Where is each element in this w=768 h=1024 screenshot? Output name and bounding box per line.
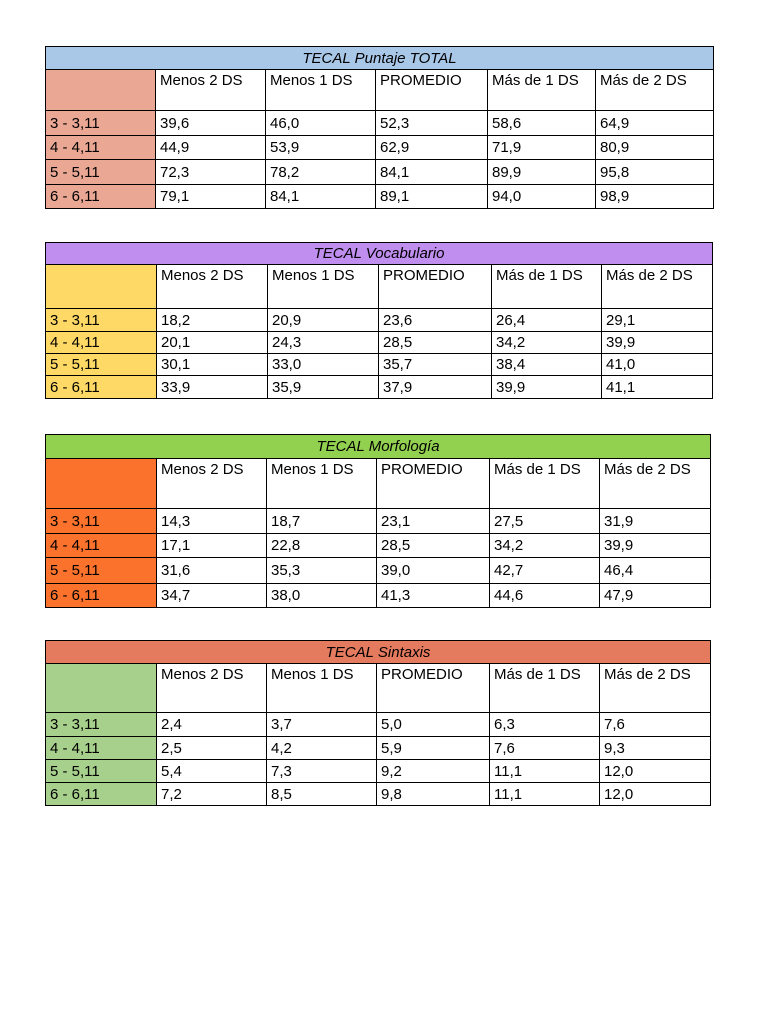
value-cell: 34,7 (157, 584, 267, 608)
value-cell: 12,0 (600, 783, 711, 806)
table-row (46, 332, 713, 354)
value-cell: 24,3 (268, 332, 379, 354)
value-cell: 39,0 (377, 558, 490, 584)
value-cell: 62,9 (376, 136, 488, 160)
table-title: TECAL Morfología (46, 435, 711, 459)
value-cell: 18,7 (267, 509, 377, 534)
value-cell: 58,6 (488, 111, 596, 136)
age-range-cell: 5 - 5,11 (46, 760, 157, 783)
column-header: Más de 2 DS (600, 459, 711, 509)
value-cell: 11,1 (490, 760, 600, 783)
value-cell: 98,9 (596, 185, 714, 209)
age-range-cell: 4 - 4,11 (46, 534, 157, 558)
column-header: Menos 2 DS (157, 664, 267, 713)
column-header: Menos 2 DS (157, 265, 268, 309)
value-cell: 89,1 (376, 185, 488, 209)
column-header: Más de 2 DS (600, 664, 711, 713)
table-row (46, 309, 713, 332)
value-cell: 34,2 (490, 534, 600, 558)
age-range-cell: 4 - 4,11 (46, 332, 157, 354)
value-cell: 28,5 (379, 332, 492, 354)
value-cell: 39,9 (602, 332, 713, 354)
age-range-cell: 5 - 5,11 (46, 160, 156, 185)
value-cell: 7,2 (157, 783, 267, 806)
value-cell: 18,2 (157, 309, 268, 332)
header-corner-cell (46, 459, 157, 509)
table-title: TECAL Sintaxis (46, 641, 711, 664)
table-row (46, 136, 714, 160)
value-cell: 5,0 (377, 713, 490, 737)
tecal-sintaxis-table (45, 640, 711, 806)
column-header: Menos 1 DS (268, 265, 379, 309)
age-range-cell: 4 - 4,11 (46, 737, 157, 760)
value-cell: 38,0 (267, 584, 377, 608)
value-cell: 22,8 (267, 534, 377, 558)
value-cell: 84,1 (376, 160, 488, 185)
value-cell: 72,3 (156, 160, 266, 185)
value-cell: 30,1 (157, 354, 268, 376)
value-cell: 94,0 (488, 185, 596, 209)
value-cell: 89,9 (488, 160, 596, 185)
column-header: Menos 2 DS (157, 459, 267, 509)
header-corner-cell (46, 664, 157, 713)
value-cell: 20,9 (268, 309, 379, 332)
value-cell: 64,9 (596, 111, 714, 136)
value-cell: 5,9 (377, 737, 490, 760)
column-header: PROMEDIO (377, 664, 490, 713)
table-row (46, 185, 714, 209)
value-cell: 17,1 (157, 534, 267, 558)
table-row (46, 534, 711, 558)
value-cell: 14,3 (157, 509, 267, 534)
column-header: Más de 1 DS (488, 70, 596, 111)
column-header: Más de 1 DS (492, 265, 602, 309)
value-cell: 34,2 (492, 332, 602, 354)
value-cell: 9,2 (377, 760, 490, 783)
table-row (46, 558, 711, 584)
table-row (46, 111, 714, 136)
age-range-cell: 6 - 6,11 (46, 185, 156, 209)
value-cell: 7,3 (267, 760, 377, 783)
table-row (46, 737, 711, 760)
column-header: PROMEDIO (379, 265, 492, 309)
value-cell: 20,1 (157, 332, 268, 354)
table-row (46, 354, 713, 376)
age-range-cell: 3 - 3,11 (46, 111, 156, 136)
column-header: Más de 2 DS (596, 70, 714, 111)
value-cell: 33,0 (268, 354, 379, 376)
value-cell: 2,5 (157, 737, 267, 760)
header-corner-cell (46, 70, 156, 111)
value-cell: 79,1 (156, 185, 266, 209)
table-row (46, 760, 711, 783)
value-cell: 41,1 (602, 376, 713, 399)
table-row (46, 713, 711, 737)
value-cell: 84,1 (266, 185, 376, 209)
age-range-cell: 6 - 6,11 (46, 783, 157, 806)
value-cell: 9,8 (377, 783, 490, 806)
value-cell: 42,7 (490, 558, 600, 584)
table-title: TECAL Vocabulario (46, 243, 713, 265)
value-cell: 35,9 (268, 376, 379, 399)
table-row (46, 376, 713, 399)
column-header: Más de 1 DS (490, 664, 600, 713)
column-header: Menos 1 DS (267, 459, 377, 509)
age-range-cell: 6 - 6,11 (46, 376, 157, 399)
value-cell: 3,7 (267, 713, 377, 737)
column-header: Menos 1 DS (267, 664, 377, 713)
age-range-cell: 6 - 6,11 (46, 584, 157, 608)
value-cell: 41,3 (377, 584, 490, 608)
value-cell: 9,3 (600, 737, 711, 760)
value-cell: 8,5 (267, 783, 377, 806)
tecal-vocabulario-table (45, 242, 713, 399)
column-header: PROMEDIO (377, 459, 490, 509)
value-cell: 31,6 (157, 558, 267, 584)
value-cell: 7,6 (490, 737, 600, 760)
value-cell: 53,9 (266, 136, 376, 160)
column-header: PROMEDIO (376, 70, 488, 111)
value-cell: 39,9 (492, 376, 602, 399)
value-cell: 6,3 (490, 713, 600, 737)
value-cell: 38,4 (492, 354, 602, 376)
value-cell: 44,6 (490, 584, 600, 608)
column-header: Más de 2 DS (602, 265, 713, 309)
value-cell: 39,6 (156, 111, 266, 136)
value-cell: 37,9 (379, 376, 492, 399)
value-cell: 39,9 (600, 534, 711, 558)
column-header: Menos 1 DS (266, 70, 376, 111)
age-range-cell: 5 - 5,11 (46, 354, 157, 376)
value-cell: 41,0 (602, 354, 713, 376)
age-range-cell: 3 - 3,11 (46, 713, 157, 737)
value-cell: 35,7 (379, 354, 492, 376)
value-cell: 44,9 (156, 136, 266, 160)
tecal-total-table (45, 46, 714, 209)
value-cell: 46,0 (266, 111, 376, 136)
value-cell: 26,4 (492, 309, 602, 332)
value-cell: 47,9 (600, 584, 711, 608)
table-row (46, 584, 711, 608)
value-cell: 71,9 (488, 136, 596, 160)
value-cell: 5,4 (157, 760, 267, 783)
age-range-cell: 3 - 3,11 (46, 309, 157, 332)
tecal-morfologia-table (45, 434, 711, 608)
value-cell: 52,3 (376, 111, 488, 136)
value-cell: 80,9 (596, 136, 714, 160)
value-cell: 78,2 (266, 160, 376, 185)
table-row (46, 160, 714, 185)
value-cell: 23,1 (377, 509, 490, 534)
age-range-cell: 3 - 3,11 (46, 509, 157, 534)
value-cell: 31,9 (600, 509, 711, 534)
value-cell: 33,9 (157, 376, 268, 399)
age-range-cell: 4 - 4,11 (46, 136, 156, 160)
value-cell: 11,1 (490, 783, 600, 806)
value-cell: 4,2 (267, 737, 377, 760)
value-cell: 7,6 (600, 713, 711, 737)
value-cell: 28,5 (377, 534, 490, 558)
column-header: Más de 1 DS (490, 459, 600, 509)
value-cell: 12,0 (600, 760, 711, 783)
value-cell: 46,4 (600, 558, 711, 584)
value-cell: 95,8 (596, 160, 714, 185)
table-row (46, 783, 711, 806)
value-cell: 35,3 (267, 558, 377, 584)
column-header: Menos 2 DS (156, 70, 266, 111)
value-cell: 29,1 (602, 309, 713, 332)
age-range-cell: 5 - 5,11 (46, 558, 157, 584)
value-cell: 27,5 (490, 509, 600, 534)
header-corner-cell (46, 265, 157, 309)
value-cell: 23,6 (379, 309, 492, 332)
value-cell: 2,4 (157, 713, 267, 737)
table-title: TECAL Puntaje TOTAL (46, 47, 714, 70)
table-row (46, 509, 711, 534)
